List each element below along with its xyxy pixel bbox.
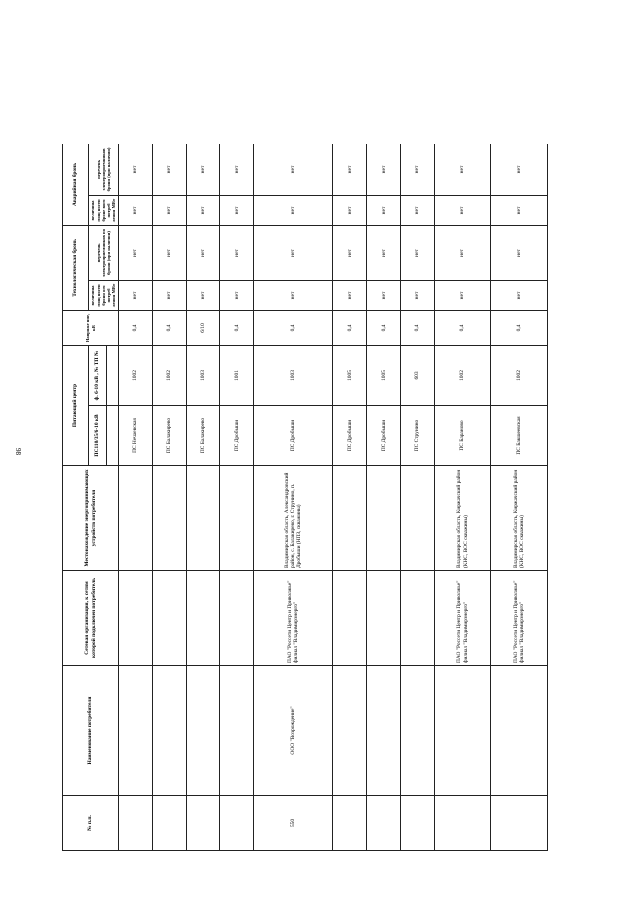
cell-location [119,466,153,571]
cell-consumer [401,666,435,796]
cell-num [186,796,220,851]
header-row-1 [63,144,89,851]
cell-voltage: 0,4 [367,310,401,345]
cell-num [491,796,548,851]
cell-feeder: 1003 [254,345,333,405]
cell-substation: ПС Бараново [434,406,491,466]
cell-emerg-list: нет [491,144,548,195]
cell-substation: ПС Балакирево [152,406,186,466]
header-substation: ПС110/35/6-10 кВ [89,406,107,466]
cell-feeder: 1002 [491,345,548,405]
cell-emerg-power: нет [186,195,220,225]
cell-tech-list: нет [152,225,186,280]
cell-emerg-list: нет [367,144,401,195]
cell-num: 550 [254,796,333,851]
cell-feeder: 1003 [186,345,220,405]
reserve-table [62,144,548,851]
cell-emerg-list: нет [152,144,186,195]
cell-num [119,796,153,851]
cell-num [434,796,491,851]
cell-emerg-list: нет [186,144,220,195]
table-row [119,144,153,851]
table-row [220,144,254,851]
cell-emerg-list: нет [254,144,333,195]
cell-voltage: 6/10 [186,310,220,345]
header-consumer: Наименование потребителя [63,666,119,796]
header-supply-center: Питающий центр [63,345,89,465]
header-spacer-b [107,345,119,405]
cell-tech-list: нет [491,225,548,280]
cell-location: Владимирская область, Киржачский район (КНС, ВОС скважины) [434,466,491,571]
cell-location [401,466,435,571]
cell-tech-power: нет [367,280,401,310]
cell-tech-power: нет [186,280,220,310]
cell-substation: ПС Струнино [401,406,435,466]
cell-feeder: 1002 [152,345,186,405]
table-row [186,144,220,851]
header-spacer-a [107,406,119,466]
cell-tech-list: нет [220,225,254,280]
cell-tech-power: нет [220,280,254,310]
cell-consumer [186,666,220,796]
cell-num [152,796,186,851]
cell-network-org: ПАО "Россети Центр и Приволжье" филиал "Владимирэнерго" [491,571,548,666]
cell-consumer [333,666,367,796]
header-feeder: ф. 6-10 кВ , № ТП № [89,345,107,405]
cell-substation: ПС Бакшеевская [491,406,548,466]
table-row [491,144,548,851]
rotated-table [62,144,548,851]
cell-tech-list: нет [119,225,153,280]
cell-tech-list: нет [367,225,401,280]
cell-voltage: 0,4 [220,310,254,345]
cell-location [220,466,254,571]
header-tech-list: перечень электроприемников по брони (при наличии) [89,225,119,280]
table-wrapper [62,144,548,851]
table-row [434,144,491,851]
cell-location [186,466,220,571]
table-row [254,144,333,851]
cell-emerg-power: нет [152,195,186,225]
cell-emerg-list: нет [119,144,153,195]
cell-location: Владимирская область, Киржачский район (КНС, ВОС скважины) [491,466,548,571]
cell-substation: ПС Дробыши [220,406,254,466]
cell-network-org [186,571,220,666]
cell-consumer [152,666,186,796]
cell-voltage: 0,4 [119,310,153,345]
cell-emerg-power: нет [401,195,435,225]
cell-consumer [367,666,401,796]
cell-location [367,466,401,571]
page-number: 98 [14,448,22,455]
table-row [152,144,186,851]
cell-tech-power: нет [434,280,491,310]
cell-voltage: 0,4 [333,310,367,345]
cell-voltage: 0,4 [152,310,186,345]
cell-emerg-list: нет [333,144,367,195]
header-emerg-list: перечень электроприемников брони (при наличии) [89,144,119,195]
cell-emerg-power: нет [220,195,254,225]
cell-emerg-power: нет [119,195,153,225]
header-location: Местонахождение энергопринимающих устройств потребителя [63,466,119,571]
cell-network-org [401,571,435,666]
cell-num [401,796,435,851]
cell-tech-list: нет [434,225,491,280]
cell-emerg-power: нет [333,195,367,225]
cell-network-org [333,571,367,666]
cell-num [220,796,254,851]
cell-num [367,796,401,851]
cell-tech-power: нет [152,280,186,310]
cell-feeder: 603 [401,345,435,405]
cell-network-org [220,571,254,666]
cell-tech-list: нет [186,225,220,280]
cell-location: Владимирская область, Александровский район, с. Балакирево, г. Струнино, п. Дробыши (НПЗ, скважины) [254,466,333,571]
cell-network-org [367,571,401,666]
cell-emerg-list: нет [220,144,254,195]
cell-substation: ПС Нечаевская [119,406,153,466]
cell-tech-list: нет [333,225,367,280]
cell-voltage: 0,4 [401,310,435,345]
cell-feeder: 1005 [367,345,401,405]
header-tech-reserve: Технологическая бронь [63,225,89,310]
header-network-org: Сетевая организация, к сетям которой подключен потребитель [63,571,119,666]
header-emergency-reserve: Аварийная бронь [63,144,89,225]
cell-consumer [119,666,153,796]
cell-consumer [220,666,254,796]
cell-emerg-power: нет [434,195,491,225]
header-emerg-power: величина мощ ности броне вого потреб ления МВт [89,195,119,225]
cell-tech-power: нет [333,280,367,310]
cell-emerg-list: нет [434,144,491,195]
cell-emerg-power: нет [491,195,548,225]
cell-tech-power: нет [254,280,333,310]
cell-feeder: 1002 [119,345,153,405]
cell-voltage: 0,4 [434,310,491,345]
cell-emerg-power: нет [367,195,401,225]
cell-substation: ПС Дробыши [333,406,367,466]
cell-substation: ПС Дробыши [367,406,401,466]
table-row [367,144,401,851]
cell-network-org [119,571,153,666]
cell-feeder: 1001 [220,345,254,405]
header-num: № п.п. [63,796,119,851]
cell-voltage: 0,4 [254,310,333,345]
cell-tech-list: нет [401,225,435,280]
cell-location [333,466,367,571]
cell-location [152,466,186,571]
cell-tech-power: нет [401,280,435,310]
cell-num [333,796,367,851]
cell-substation: ПС Балакирево [186,406,220,466]
cell-network-org: ПАО "Россети Центр и Приволжье" филиал "Владимирэнерго" [254,571,333,666]
cell-tech-list: нет [254,225,333,280]
cell-voltage: 0,4 [491,310,548,345]
table-row [401,144,435,851]
cell-emerg-list: нет [401,144,435,195]
cell-network-org: ПАО "Россети Центр и Приволжье" филиал "Владимирэнерго" [434,571,491,666]
header-voltage: Напряже ние, кВ [63,310,119,345]
cell-tech-power: нет [119,280,153,310]
cell-feeder: 1005 [333,345,367,405]
cell-consumer [434,666,491,796]
cell-consumer: ООО "Возрождение" [254,666,333,796]
cell-feeder: 1002 [434,345,491,405]
cell-consumer [491,666,548,796]
cell-emerg-power: нет [254,195,333,225]
cell-tech-power: нет [491,280,548,310]
cell-substation: ПС Дробыши [254,406,333,466]
header-tech-power: величина мощ ности бронн ого потреб ления МВт [89,280,119,310]
table-row [333,144,367,851]
cell-network-org [152,571,186,666]
